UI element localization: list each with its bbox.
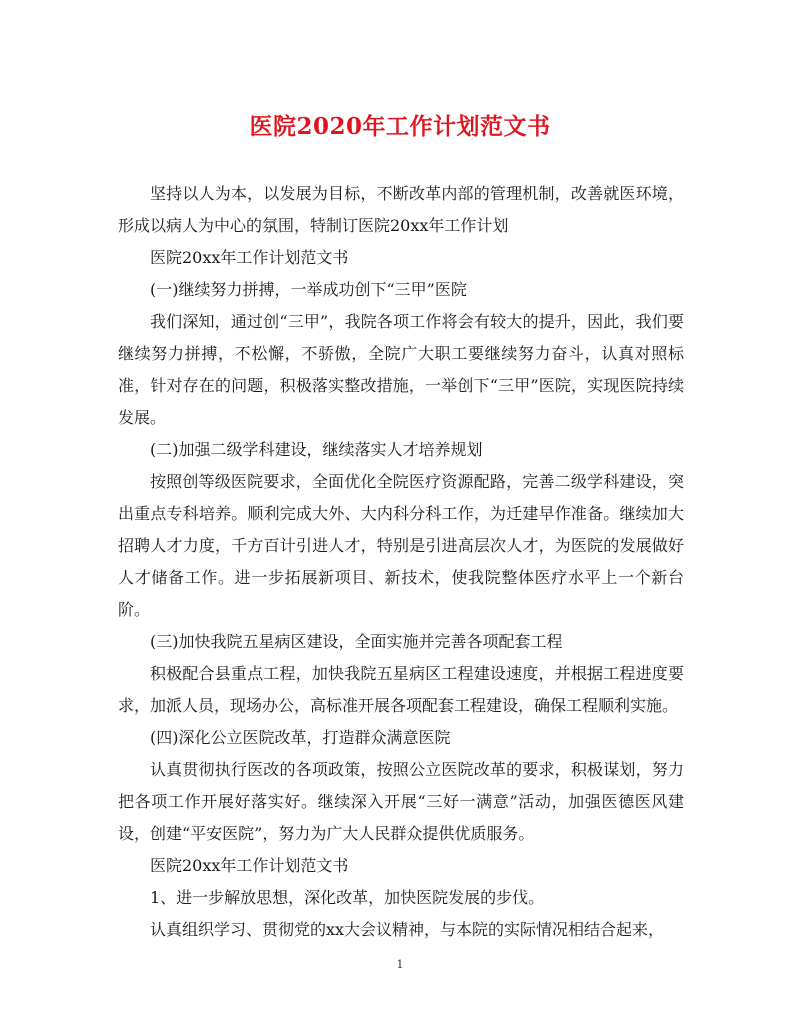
subheading-4: (四)深化公立医院改革，打造群众满意医院 xyxy=(150,728,451,747)
document-title: 医院2020年工作计划范文书 xyxy=(249,113,551,140)
subheading-2: (二)加强二级学科建设，继续落实人才培养规划 xyxy=(150,440,483,459)
section-heading-2: 医院20xx年工作计划范文书 xyxy=(150,856,349,875)
paragraph-2: 按照创等级医院要求，全面优化全院医疗资源配路，完善二级学科建设，突出重点专科培养。顺利完成大外、大内科分科工作，为迁建早作准备。继续加大招聘人才力度，千方百计引进人才，特别是引进高层次人才，为医院的发展做好人才储备工作。进一步拓展新项目、新技术，使我院整体医疗水平上一个新台阶。 xyxy=(118,472,684,619)
page-number: 1 xyxy=(396,958,404,971)
numbered-item-1: 1、进一步解放思想，深化改革，加快医院发展的步伐。 xyxy=(150,888,545,907)
paragraph-1: 我们深知，通过创“三甲”，我院各项工作将会有较大的提升，因此，我们要继续努力拼搏，不松懈，不骄傲，全院广大职工要继续努力奋斗，认真对照标准，针对存在的问题，积极落实整改措施，一举创下“三甲”医院，实现医院持续发展。 xyxy=(118,312,684,427)
document-body xyxy=(118,178,684,946)
subheading-1: (一)继续努力拼搏，一举成功创下“三甲”医院 xyxy=(150,280,467,299)
section-heading: 医院20xx年工作计划范文书 xyxy=(150,248,349,267)
paragraph-3: 积极配合县重点工程，加快我院五星病区工程建设速度，并根据工程进度要求，加派人员，现场办公，高标准开展各项配套工程建设，确保工程顺利实施。 xyxy=(118,664,684,715)
paragraph-intro: 坚持以人为本，以发展为目标，不断改革内部的管理机制，改善就医环境，形成以病人为中心的氛围，特制订医院20xx年工作计划 xyxy=(118,184,684,235)
paragraph-5: 认真组织学习、贯彻党的xx大会议精神，与本院的实际情况相结合起来， xyxy=(150,920,665,939)
subheading-3: (三)加快我院五星病区建设，全面实施并完善各项配套工程 xyxy=(150,632,563,651)
paragraph-4: 认真贯彻执行医改的各项政策，按照公立医院改革的要求，积极谋划，努力把各项工作开展好落实好。继续深入开展“三好一满意”活动，加强医德医风建设，创建“平安医院”，努力为广大人民群众提供优质服务。 xyxy=(118,760,684,843)
